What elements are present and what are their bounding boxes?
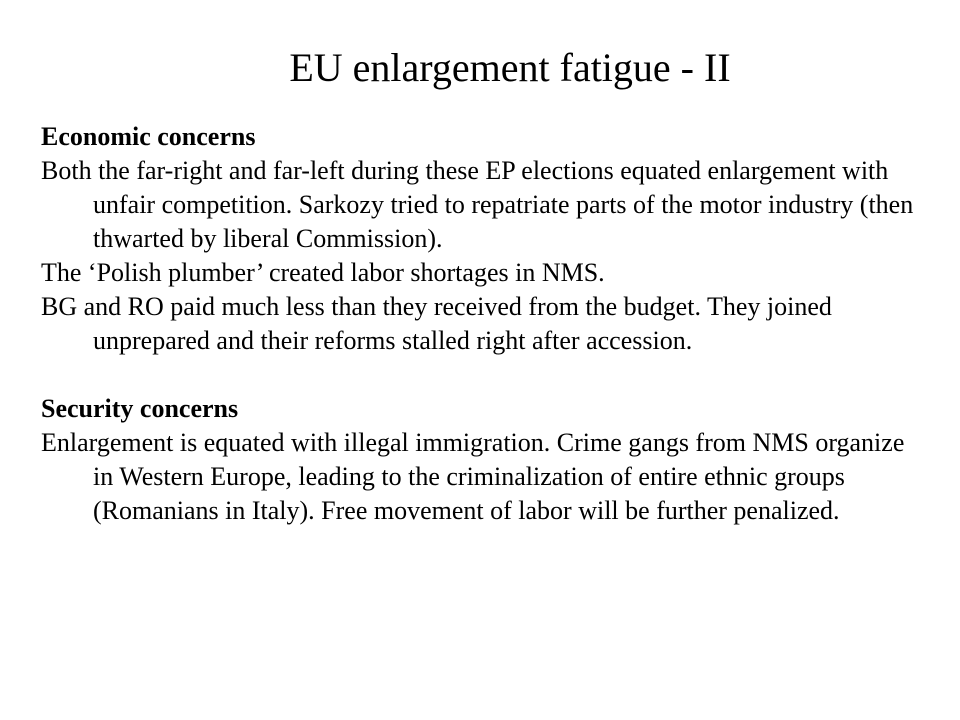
section-heading: Security concerns [41, 394, 239, 423]
section-heading: Economic concerns [41, 122, 256, 151]
paragraph: Both the far-right and far-left during these EP elections equated enlargement with unfair competition. Sarkozy tried to repatriate parts of the motor industry (then thwarted by liberal Commission). [41, 156, 914, 253]
section-economic-concerns [41, 120, 921, 358]
paragraph: The ‘Polish plumber’ created labor shortages in NMS. [41, 258, 605, 287]
slide-body [41, 120, 921, 528]
slide-title: EU enlargement fatigue - II [289, 45, 731, 90]
paragraph: Enlargement is equated with illegal immigration. Crime gangs from NMS organize in Western Europe, leading to the criminalization of entire ethnic groups (Romanians in Italy). Free movement of labor will be further penalized. [41, 428, 905, 525]
section-spacer [41, 358, 921, 392]
section-security-concerns [41, 392, 921, 528]
paragraph: BG and RO paid much less than they received from the budget. They joined unprepared and their reforms stalled right after accession. [41, 292, 832, 355]
